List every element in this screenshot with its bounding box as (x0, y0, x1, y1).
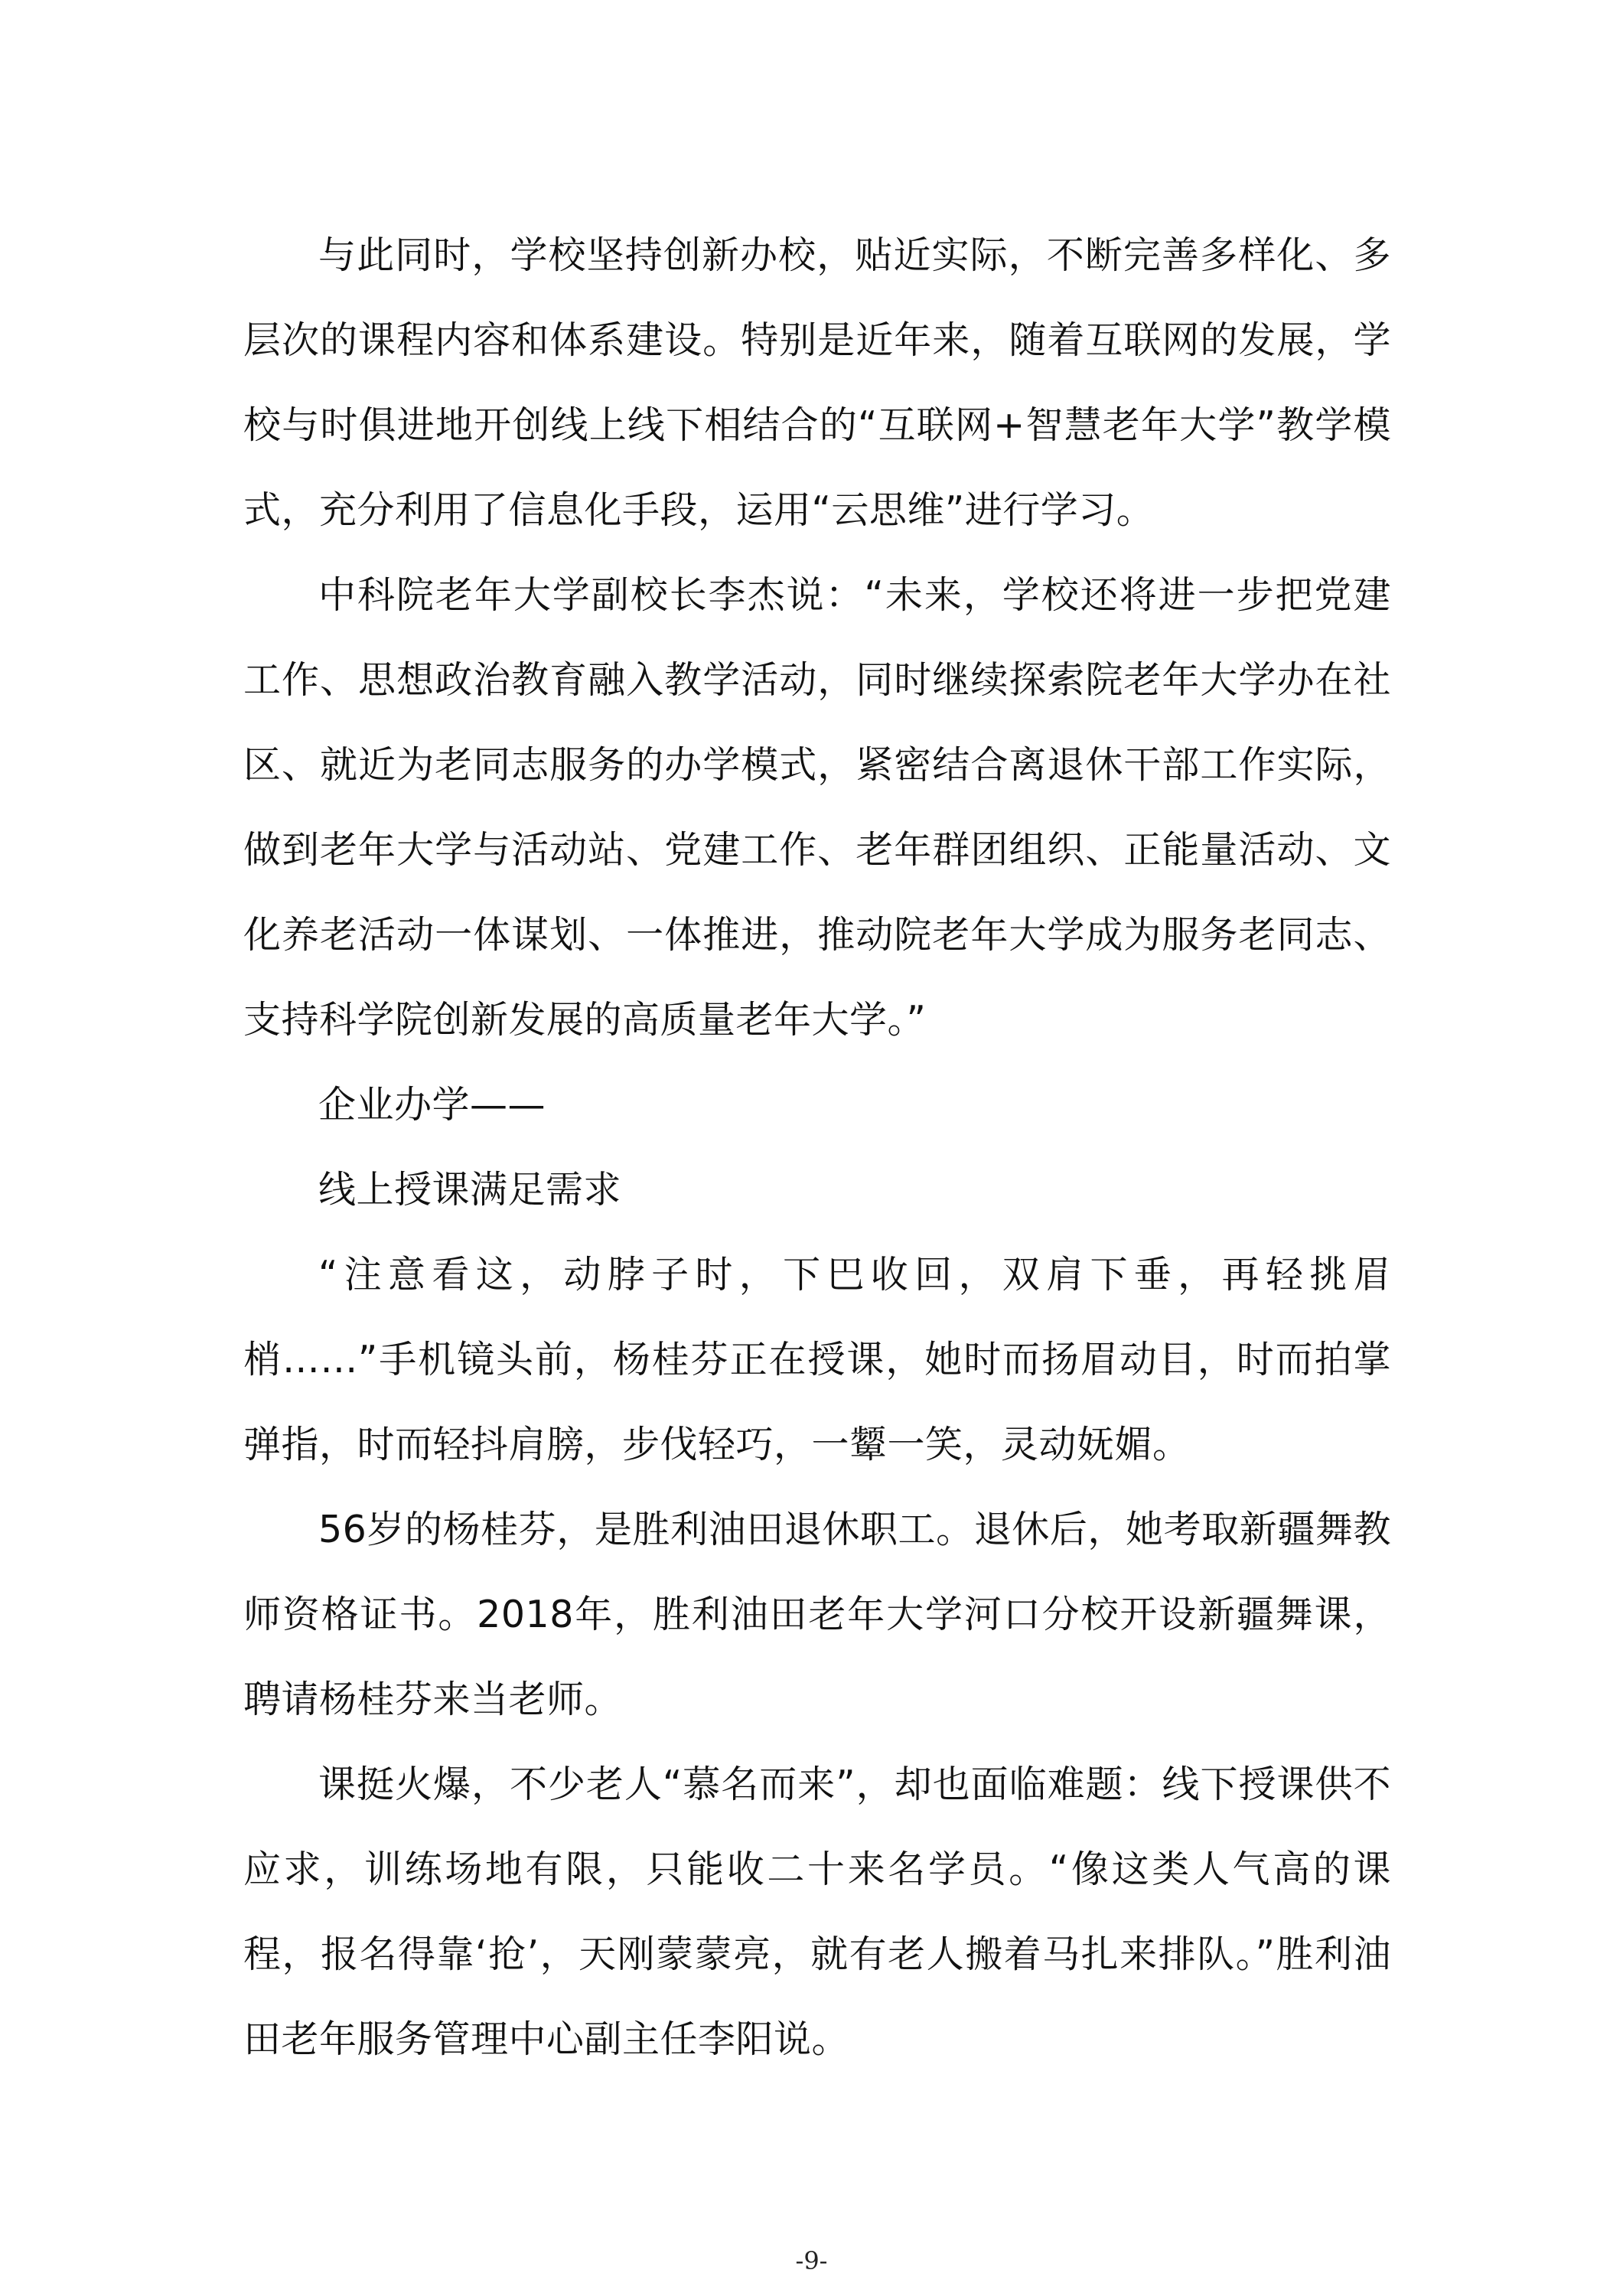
section-subheading-online: 线上授课满足需求 (318, 1168, 622, 1212)
page-number: -9- (795, 2246, 828, 2275)
paragraph-dance-class: “注意看这，动脖子时，下巴收回，双肩下垂，再轻挑眉梢……”手机镜头前，杨桂芬正在授课，她时而扬眉动目，时而拍掌弹指，时而轻抖肩膀，步伐轻巧，一颦一笑，灵动妩媚。 (243, 1253, 1391, 1466)
paragraph-course-innovation: 与此同时，学校坚持创新办校，贴近实际，不断完善多样化、多层次的课程内容和体系建设。特别是近年来，随着互联网的发展，学校与时俱进地开创线上线下相结合的“互联网+智慧老年大学”教学模式，充分利用了信息化手段，运用“云思维”进行学习。 (243, 233, 1391, 532)
paragraph-yang-guifen: 56岁的杨桂芬，是胜利油田退休职工。退休后，她考取新疆舞教师资格证书。2018年，胜利油田老年大学河口分校开设新疆舞课，聘请杨桂芬来当老师。 (243, 1508, 1391, 1721)
paragraph-popular-course: 课挺火爆，不少老人“慕名而来”，却也面临难题：线下授课供不应求，训练场地有限，只能收二十来名学员。“像这类人气高的课程，报名得靠‘抢’，天刚蒙蒙亮，就有老人搬着马扎来排队。”胜利油田老年服务管理中心副主任李阳说。 (243, 1763, 1391, 2061)
article-body (243, 213, 1391, 2082)
paragraph-vice-president-quote: 中科院老年大学副校长李杰说：“未来，学校还将进一步把党建工作、思想政治教育融入教学活动，同时继续探索院老年大学办在社区、就近为老同志服务的办学模式，紧密结合离退休干部工作实际，做到老年大学与活动站、党建工作、老年群团组织、正能量活动、文化养老活动一体谋划、一体推进，推动院老年大学成为服务老同志、支持科学院创新发展的高质量老年大学。” (243, 573, 1391, 1042)
section-heading-enterprise: 企业办学—— (318, 1083, 546, 1127)
